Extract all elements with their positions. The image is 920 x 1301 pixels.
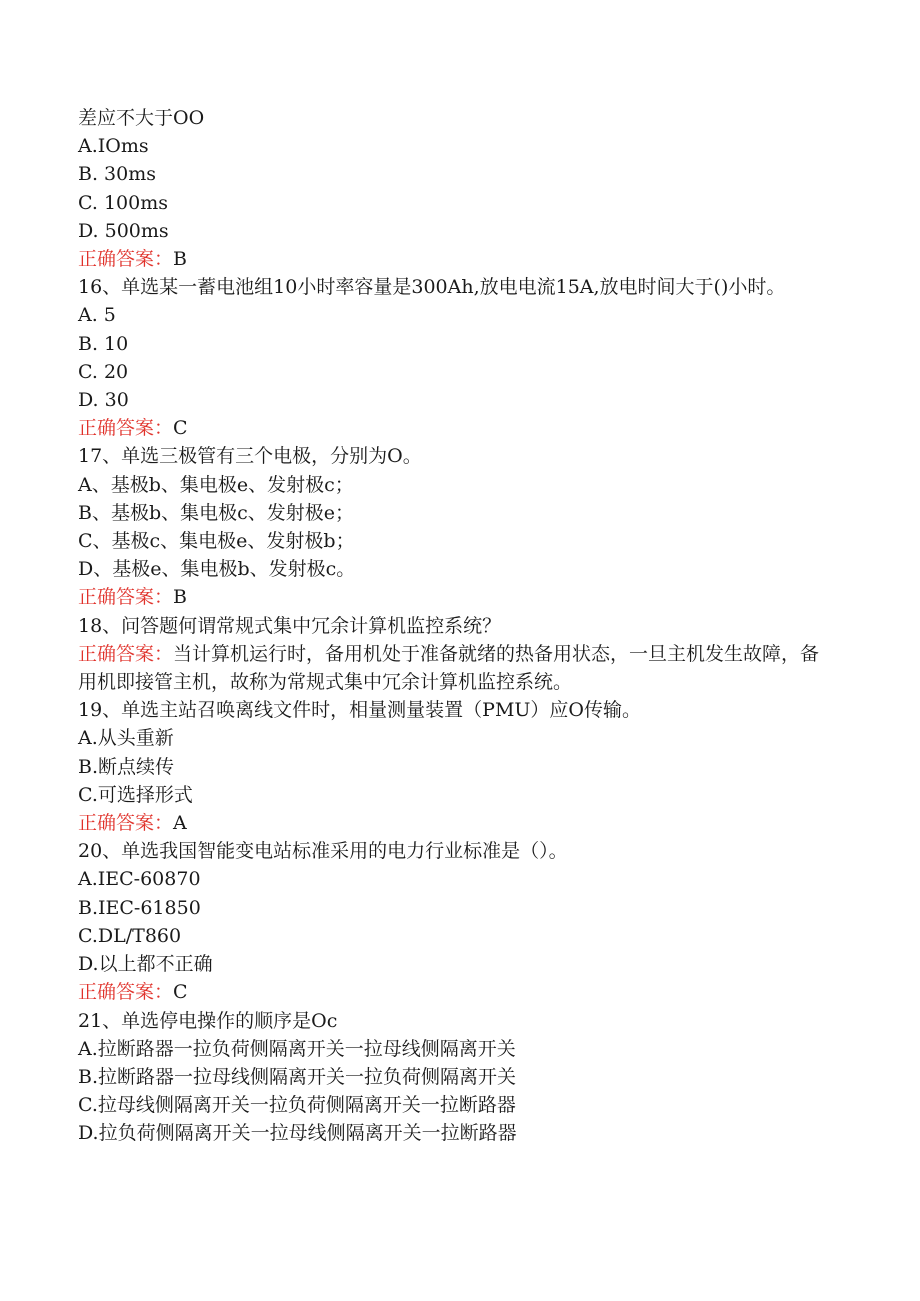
option-b: B. 10 [78,332,129,355]
question-17 [78,442,838,611]
answer-value: C [173,417,188,440]
answer-line [78,978,838,1006]
question-stem: 差应不大于OO [78,107,205,129]
option-d: D.以上都不正确 [78,953,213,976]
answer-value: B [173,248,187,271]
answer-line [78,245,838,273]
answer-value: 当计算机运行时，备用机处于准备就绪的热备用状态，一旦主机发生故障，备用机即接管主机，故称为常规式集中冗余计算机监控系统。 [78,642,820,694]
option-c: C.拉母线侧隔离开关一拉负荷侧隔离开关一拉断路器 [78,1094,516,1117]
question-21 [78,1007,838,1148]
option-d: D. 500ms [78,219,169,242]
answer-label: 正确答案： [78,642,174,665]
answer-label: 正确答案： [78,981,174,1004]
option-a: A.拉断路器一拉负荷侧隔离开关一拉母线侧隔离开关 [78,1037,516,1060]
option-c: C.可选择形式 [78,783,193,806]
option-c: C、基极c、集电极e、发射极b； [78,530,355,553]
answer-label: 正确答案： [78,812,174,835]
question-15-tail [78,104,838,273]
question-stem: 16、单选某一蓄电池组10小时率容量是300Ah,放电电流15A,放电时间大于()小时。 [78,276,786,299]
answer-value: A [173,812,187,835]
option-d: D、基极e、集电极b、发射极c。 [78,558,356,581]
option-b: B.拉断路器一拉母线侧隔离开关一拉负荷侧隔离开关 [78,1065,517,1088]
answer-label: 正确答案： [78,586,174,609]
option-c: C. 100ms [78,191,168,214]
option-d: D. 30 [78,389,129,412]
option-a: A. 5 [78,304,116,327]
question-stem: 19、单选主站召唤离线文件时，相量测量装置（PMU）应O传输。 [78,699,642,722]
option-b: B. 30ms [78,163,156,186]
question-stem: 21、单选停电操作的顺序是Oc [78,1009,338,1032]
question-stem: 18、问答题何谓常规式集中冗余计算机监控系统？ [78,614,502,637]
option-b: B、基极b、集电极c、发射极e； [78,501,355,524]
option-d: D.拉负荷侧隔离开关一拉母线侧隔离开关一拉断路器 [78,1122,517,1145]
document-page [78,104,838,1148]
option-b: B.IEC-61850 [78,896,201,919]
answer-label: 正确答案： [78,417,174,440]
answer-line [78,414,838,442]
option-a: A.IOms [78,135,149,158]
question-stem: 17、单选三极管有三个电极，分别为O。 [78,445,422,468]
answer-line [78,640,838,696]
answer-label: 正确答案： [78,248,174,271]
option-c: C. 20 [78,360,129,383]
question-16 [78,273,838,442]
option-a: A、基极b、集电极e、发射极c； [78,473,354,496]
answer-value: B [173,586,187,609]
option-a: A.从头重新 [78,727,174,750]
answer-line [78,583,838,611]
question-stem: 20、单选我国智能变电站标准采用的电力行业标准是（）。 [78,840,568,863]
question-18 [78,612,838,697]
answer-line [78,809,838,837]
option-b: B.断点续传 [78,755,175,778]
option-c: C.DL/T860 [78,924,182,947]
answer-value: C [173,981,188,1004]
option-a: A.IEC-60870 [78,868,201,891]
question-20 [78,837,838,1006]
question-19 [78,696,838,837]
